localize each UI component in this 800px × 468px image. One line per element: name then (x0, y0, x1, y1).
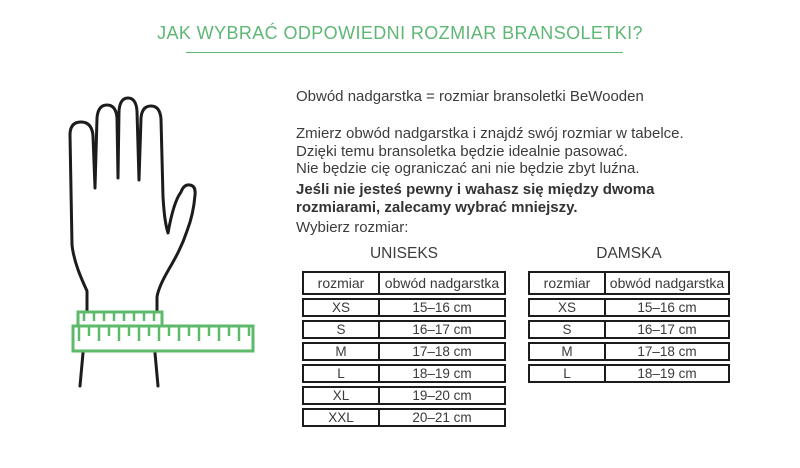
instruction-line: Zmierz obwód nadgarstka i znajdź swój rozmiar w tabelce. (296, 125, 684, 142)
cell-circumference: 20–21 cm (412, 410, 472, 425)
table-row (528, 364, 730, 383)
cell-size: L (530, 366, 606, 381)
header (0, 0, 800, 44)
table-row (528, 342, 730, 361)
cell-size: S (530, 322, 606, 337)
cell-circumference: 15–16 cm (412, 300, 472, 315)
size-table-uniseks (302, 245, 506, 427)
table-header-row (528, 271, 730, 295)
cell-circumference: 16–17 cm (637, 322, 697, 337)
table-title-damska: DAMSKA (596, 245, 662, 262)
size-equation-text: Obwód nadgarstka = rozmiar bransoletki BeWooden (296, 88, 644, 105)
size-table-damska (528, 245, 730, 383)
table-row (528, 320, 730, 339)
page-title: JAK WYBRAĆ ODPOWIEDNI ROZMIAR BRANSOLETKI? (157, 23, 643, 43)
instruction-line: Dzięki temu bransoletka będzie idealnie pasować. (296, 142, 628, 160)
cell-size: M (304, 344, 380, 359)
recommendation-note: Jeśli nie jesteś pewny i wahasz się między dwoma rozmiarami, zalecamy wybrać mniejszy. (296, 181, 655, 216)
choose-size-label: Wybierz rozmiar: (296, 219, 409, 236)
table-row (528, 298, 730, 317)
cell-size: XL (304, 388, 380, 403)
table-row (302, 408, 506, 427)
cell-circumference: 19–20 cm (412, 388, 472, 403)
cell-size: L (304, 366, 380, 381)
header-cell-circumference: obwód nadgarstka (609, 275, 725, 291)
instruction-paragraph (296, 125, 684, 178)
table-title-uniseks: UNISEKS (369, 245, 439, 262)
cell-circumference: 18–19 cm (637, 366, 697, 381)
cell-size: S (304, 322, 380, 337)
measuring-tape-icon (73, 312, 253, 351)
table-row (302, 386, 506, 405)
cell-circumference: 17–18 cm (637, 344, 697, 359)
header-cell-circumference: obwód nadgarstka (384, 275, 500, 291)
cell-circumference: 17–18 cm (412, 344, 472, 359)
cell-circumference: 18–19 cm (412, 366, 472, 381)
cell-circumference: 16–17 cm (412, 322, 472, 337)
title-underline (186, 52, 623, 53)
table-row (302, 298, 506, 317)
cell-circumference: 15–16 cm (637, 300, 697, 315)
header-cell-size: rozmiar (304, 273, 380, 293)
cell-size: XS (530, 300, 606, 315)
table-row (302, 320, 506, 339)
instruction-line: Nie będzie cię ograniczać ani nie będzie zbyt luźna. (296, 160, 640, 177)
cell-size: M (530, 344, 606, 359)
table-row (302, 364, 506, 383)
hand-measuring-tape-illustration (55, 85, 265, 415)
table-header-row (302, 271, 506, 295)
cell-size: XS (304, 300, 380, 315)
cell-size: XXL (304, 410, 380, 425)
header-cell-size: rozmiar (530, 273, 606, 293)
table-row (302, 342, 506, 361)
